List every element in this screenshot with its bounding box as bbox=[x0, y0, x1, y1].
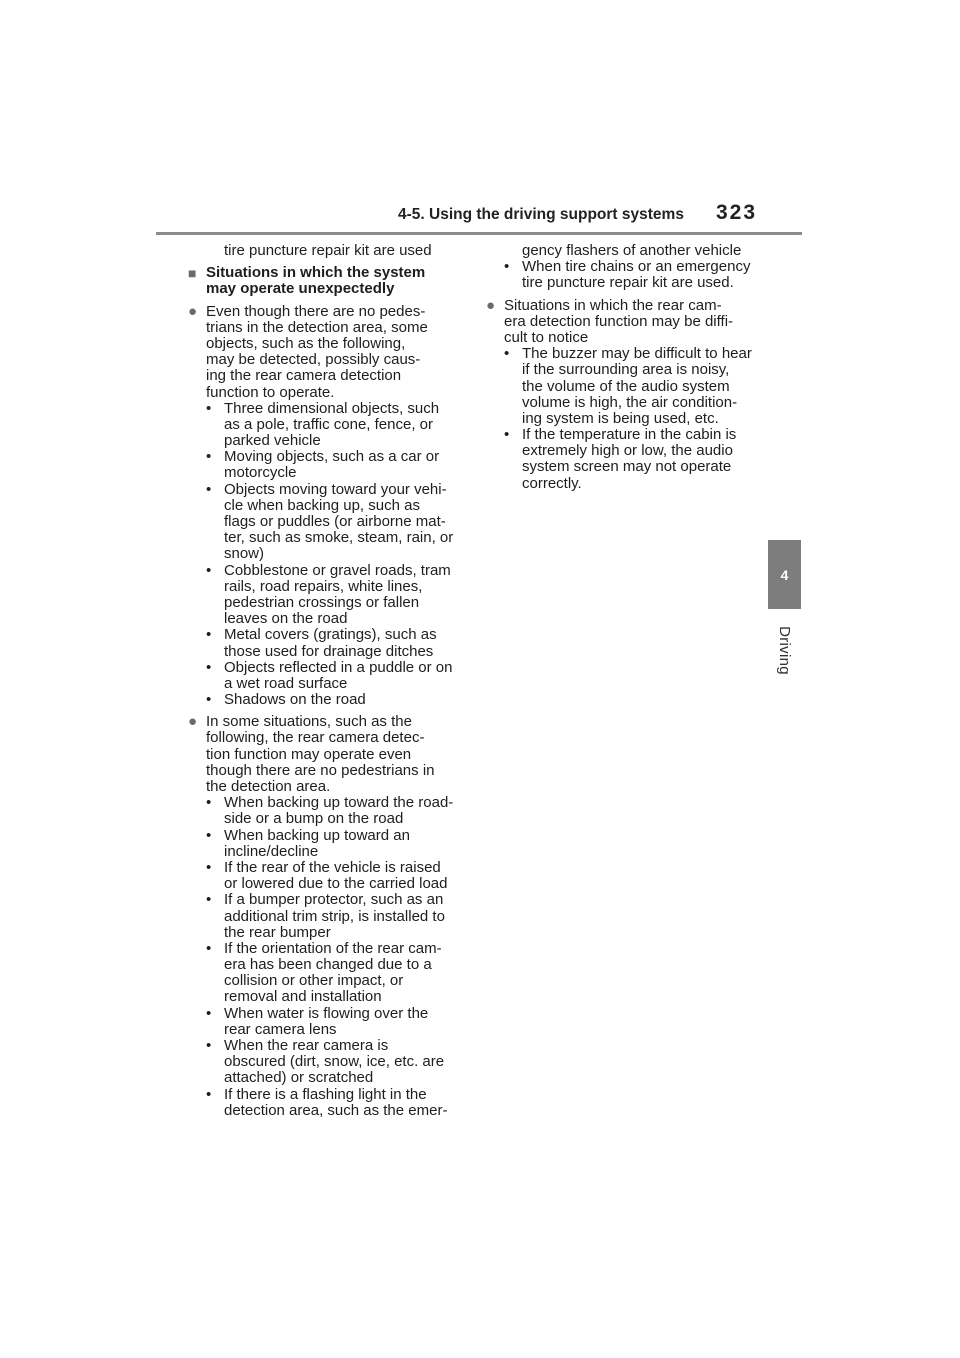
text-line: if the surrounding area is noisy, bbox=[522, 361, 730, 379]
text-line: flags or puddles (or airborne mat- bbox=[224, 513, 446, 530]
bullet-icon: • bbox=[206, 1004, 212, 1022]
list-item bbox=[206, 1087, 474, 1119]
text-line: Cobblestone or gravel roads, tram bbox=[224, 561, 451, 579]
bullet-icon: • bbox=[206, 939, 212, 957]
heading-square-icon: ■ bbox=[188, 265, 197, 282]
text-line: cult to notice bbox=[504, 328, 589, 346]
paragraph bbox=[188, 713, 474, 795]
text-line: Metal covers (gratings), such as bbox=[224, 626, 437, 644]
text-line: system screen may not operate bbox=[522, 458, 732, 476]
text-line: If the temperature in the cabin is bbox=[522, 426, 737, 444]
right-column bbox=[486, 242, 756, 492]
header-rule bbox=[156, 232, 802, 235]
list-item bbox=[206, 860, 474, 892]
list-item bbox=[206, 892, 474, 941]
bullet-icon: • bbox=[206, 1037, 212, 1054]
text-line: When backing up toward an bbox=[224, 826, 410, 844]
text-line: the rear bumper bbox=[224, 923, 331, 941]
text-line: If there is a flashing light in the bbox=[224, 1085, 427, 1103]
heading-line: Situations in which the system bbox=[206, 264, 426, 282]
bullet-icon: • bbox=[206, 561, 212, 579]
text-line: detection area, such as the emer- bbox=[224, 1101, 448, 1119]
text-line: motorcycle bbox=[224, 464, 297, 482]
bullet-icon: • bbox=[206, 448, 212, 466]
text-line: When the rear camera is bbox=[224, 1037, 389, 1054]
list-item bbox=[206, 627, 474, 659]
bullet-icon: • bbox=[206, 858, 212, 876]
left-column bbox=[188, 242, 474, 1119]
list-item bbox=[504, 259, 756, 291]
list-item bbox=[206, 660, 474, 692]
text-line: Even though there are no pedes- bbox=[206, 302, 426, 320]
text-line: When backing up toward the road- bbox=[224, 794, 454, 812]
text-line: those used for drainage ditches bbox=[224, 642, 434, 660]
chapter-label-text: Driving bbox=[775, 625, 793, 675]
text-line: the volume of the audio system bbox=[522, 377, 730, 395]
text-line: rear camera lens bbox=[224, 1020, 337, 1038]
text-line: obscured (dirt, snow, ice, etc. are bbox=[224, 1053, 445, 1071]
text-line: though there are no pedestrians in bbox=[206, 761, 435, 779]
chapter-tab[interactable] bbox=[768, 540, 801, 609]
chapter-label bbox=[767, 620, 801, 680]
text-line: era detection function may be diffi- bbox=[504, 312, 734, 330]
paragraph bbox=[486, 296, 756, 347]
text-line: removal and installation bbox=[224, 988, 382, 1006]
bullet-icon: • bbox=[206, 1085, 212, 1103]
section-title: 4-5. Using the driving support systems bbox=[398, 206, 684, 223]
text-line: as a pole, traffic cone, fence, or bbox=[224, 415, 434, 433]
list-item bbox=[206, 795, 474, 827]
text-line: snow) bbox=[224, 545, 265, 563]
page-number: 323 bbox=[716, 201, 758, 224]
text-line: additional trim strip, is installed to bbox=[224, 907, 445, 925]
text-line: If the rear of the vehicle is raised bbox=[224, 858, 441, 876]
text-line: a wet road surface bbox=[224, 674, 348, 692]
text-line: extremely high or low, the audio bbox=[522, 442, 733, 460]
section-heading bbox=[188, 264, 474, 298]
bullet-icon: • bbox=[206, 891, 212, 909]
text-line: Objects moving toward your vehi- bbox=[224, 480, 447, 498]
text-line: the detection area. bbox=[206, 778, 331, 795]
text-line: ter, such as smoke, steam, rain, or bbox=[224, 529, 454, 547]
heading-line: may operate unexpectedly bbox=[206, 280, 395, 298]
text-line: volume is high, the air condition- bbox=[522, 393, 738, 411]
text-line: If a bumper protector, such as an bbox=[224, 891, 444, 909]
text-line: trians in the detection area, some bbox=[206, 318, 428, 336]
text-line: function to operate. bbox=[206, 383, 335, 401]
continued-line: gency flashers of another vehicle bbox=[522, 242, 742, 259]
list-item bbox=[206, 1038, 474, 1087]
text-line: Situations in which the rear cam- bbox=[504, 296, 722, 314]
text-line: Shadows on the road bbox=[224, 691, 366, 709]
list-item bbox=[504, 346, 756, 427]
text-line: rails, road repairs, white lines, bbox=[224, 577, 423, 595]
text-line: cle when backing up, such as bbox=[224, 496, 420, 514]
list-item bbox=[206, 563, 474, 628]
bullet-icon: • bbox=[206, 691, 212, 709]
bullet-icon: • bbox=[504, 258, 510, 276]
text-line: collision or other impact, or bbox=[224, 972, 404, 990]
chapter-number: 4 bbox=[780, 566, 789, 583]
paragraph bbox=[188, 302, 474, 401]
text-line: correctly. bbox=[522, 474, 582, 492]
text-line: or lowered due to the carried load bbox=[224, 875, 448, 893]
bullet-icon: • bbox=[206, 480, 212, 498]
text-line: ing system is being used, etc. bbox=[522, 409, 719, 427]
bullet-icon: • bbox=[206, 658, 212, 676]
text-line: Three dimensional objects, such bbox=[224, 399, 440, 417]
circle-bullet-icon: ● bbox=[486, 296, 496, 314]
text-line: objects, such as the following, bbox=[206, 334, 406, 352]
list-item bbox=[504, 427, 756, 492]
bullet-icon: • bbox=[504, 426, 510, 444]
text-line: era has been changed due to a bbox=[224, 956, 432, 974]
text-line: leaves on the road bbox=[224, 610, 348, 628]
bullet-icon: • bbox=[206, 399, 212, 417]
list-item bbox=[206, 828, 474, 860]
list-item bbox=[206, 449, 474, 481]
bullet-icon: • bbox=[206, 626, 212, 644]
bullet-icon: • bbox=[504, 345, 510, 363]
text-line: ing the rear camera detection bbox=[206, 367, 402, 385]
text-line: may be detected, possibly caus- bbox=[206, 351, 421, 369]
continued-line: tire puncture repair kit are used bbox=[224, 242, 432, 259]
list-item bbox=[206, 1006, 474, 1038]
text-line: Objects reflected in a puddle or on bbox=[224, 658, 453, 676]
text-line: In some situations, such as the bbox=[206, 713, 412, 731]
text-line: The buzzer may be difficult to hear bbox=[522, 345, 752, 363]
text-line: incline/decline bbox=[224, 842, 319, 860]
circle-bullet-icon: ● bbox=[188, 302, 198, 320]
text-line: tion function may operate even bbox=[206, 745, 412, 763]
bullet-icon: • bbox=[206, 826, 212, 844]
list-item bbox=[206, 941, 474, 1006]
text-line: pedestrian crossings or fallen bbox=[224, 593, 420, 611]
list-item bbox=[206, 482, 474, 563]
text-line: parked vehicle bbox=[224, 432, 321, 450]
text-line: When water is flowing over the bbox=[224, 1004, 429, 1022]
text-line: When tire chains or an emergency bbox=[522, 258, 751, 276]
text-line: side or a bump on the road bbox=[224, 810, 404, 828]
list-item bbox=[206, 692, 474, 708]
circle-bullet-icon: ● bbox=[188, 713, 198, 731]
bullet-icon: • bbox=[206, 794, 212, 812]
list-item bbox=[206, 401, 474, 450]
text-line: If the orientation of the rear cam- bbox=[224, 939, 442, 957]
text-line: following, the rear camera detec- bbox=[206, 729, 425, 747]
text-line: tire puncture repair kit are used. bbox=[522, 274, 734, 292]
text-line: Moving objects, such as a car or bbox=[224, 448, 440, 466]
text-line: attached) or scratched bbox=[224, 1069, 374, 1087]
